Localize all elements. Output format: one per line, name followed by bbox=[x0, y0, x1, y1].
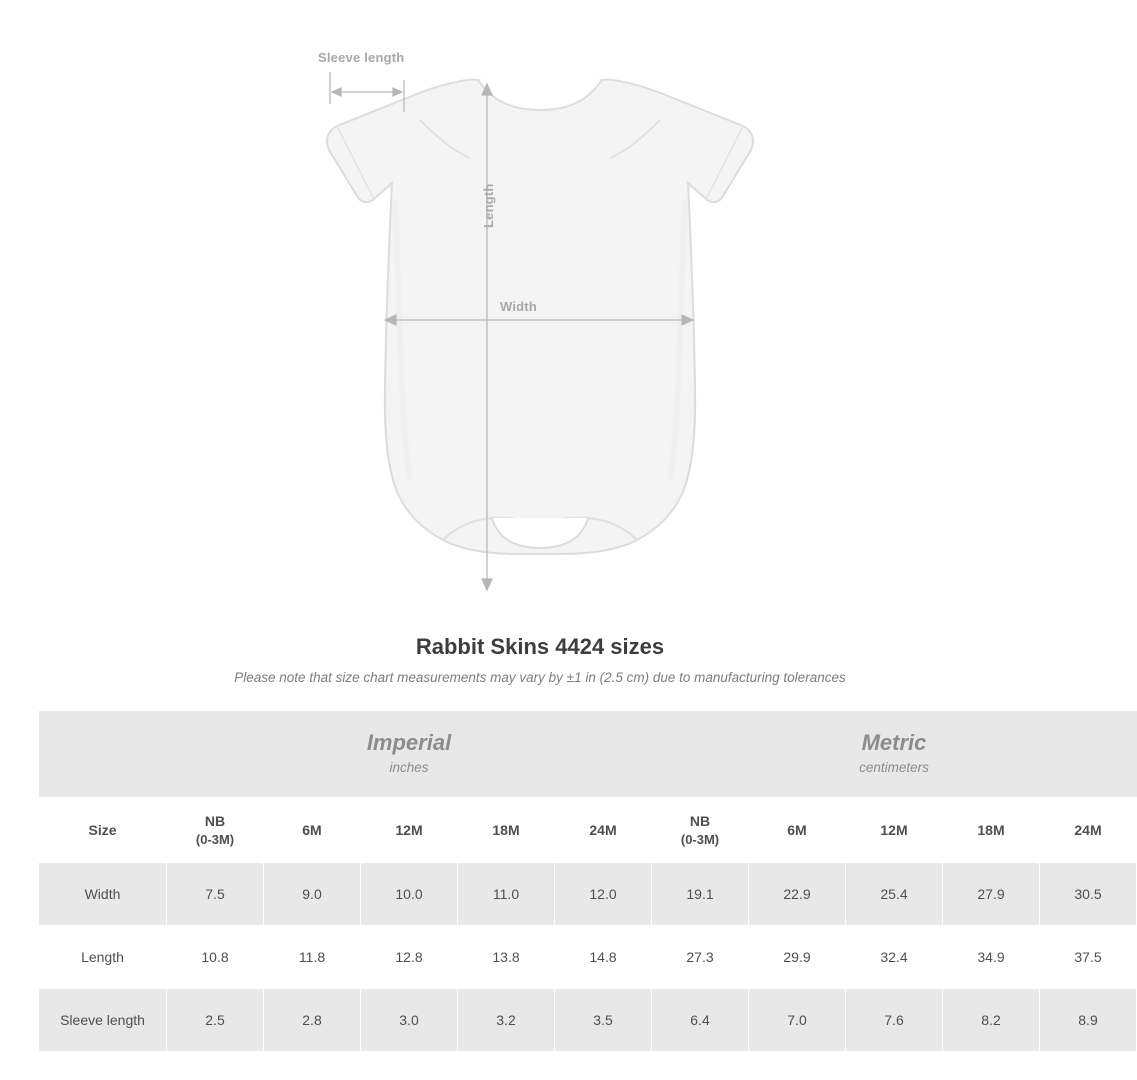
size-column-sublabel: (0-3M) bbox=[195, 831, 235, 847]
size-column-header bbox=[264, 798, 361, 863]
size-column-label: NB bbox=[689, 812, 711, 829]
size-header-row bbox=[39, 798, 1137, 863]
size-column-label: 6M bbox=[302, 821, 322, 838]
sleeve-length-label: Sleeve length bbox=[318, 50, 405, 65]
table-cell: 12.0 bbox=[555, 863, 652, 926]
row-label: Width bbox=[39, 863, 167, 926]
table-cell: 8.9 bbox=[1040, 989, 1137, 1052]
length-label: Length bbox=[481, 183, 496, 228]
table-cell: 11.8 bbox=[264, 926, 361, 989]
system-header-imperial bbox=[167, 711, 652, 798]
table-cell: 37.5 bbox=[1040, 926, 1137, 989]
table-cell: 30.5 bbox=[1040, 863, 1137, 926]
system-unit-metric: centimeters bbox=[859, 759, 929, 775]
size-column-header bbox=[943, 798, 1040, 863]
table-cell: 6.4 bbox=[652, 989, 749, 1052]
table-cell: 25.4 bbox=[846, 863, 943, 926]
table-cell: 32.4 bbox=[846, 926, 943, 989]
system-header-row bbox=[39, 711, 1137, 798]
size-column-header bbox=[1040, 798, 1137, 863]
size-column-label: 24M bbox=[589, 821, 617, 838]
table-cell: 2.8 bbox=[264, 989, 361, 1052]
size-column-label: 12M bbox=[880, 821, 908, 838]
table-cell: 7.0 bbox=[749, 989, 846, 1052]
table-row bbox=[39, 926, 1137, 989]
table-cell: 22.9 bbox=[749, 863, 846, 926]
page-title: Rabbit Skins 4424 sizes bbox=[415, 634, 665, 659]
size-table-wrapper bbox=[38, 711, 1102, 1052]
row-label: Length bbox=[39, 926, 167, 989]
size-header-label: Size bbox=[39, 798, 167, 863]
table-cell: 27.3 bbox=[652, 926, 749, 989]
table-cell: 29.9 bbox=[749, 926, 846, 989]
table-cell: 12.8 bbox=[361, 926, 458, 989]
size-column-label: 6M bbox=[787, 821, 807, 838]
table-cell: 11.0 bbox=[458, 863, 555, 926]
title-block bbox=[0, 634, 1080, 685]
size-column-label: NB bbox=[204, 812, 226, 829]
size-column-label: 12M bbox=[395, 821, 423, 838]
table-cell: 3.0 bbox=[361, 989, 458, 1052]
table-row bbox=[39, 863, 1137, 926]
size-column-label: 18M bbox=[977, 821, 1005, 838]
table-cell: 2.5 bbox=[167, 989, 264, 1052]
measurement-note: Please note that size chart measurements may vary by ±1 in (2.5 cm) due to manufacturing tolerances bbox=[234, 670, 846, 685]
table-cell: 13.8 bbox=[458, 926, 555, 989]
size-column-header bbox=[167, 798, 264, 863]
system-header-spacer bbox=[39, 711, 167, 798]
table-cell: 3.2 bbox=[458, 989, 555, 1052]
table-cell: 14.8 bbox=[555, 926, 652, 989]
system-unit-imperial: inches bbox=[389, 759, 429, 775]
table-cell: 10.0 bbox=[361, 863, 458, 926]
table-cell: 7.6 bbox=[846, 989, 943, 1052]
size-column-header bbox=[652, 798, 749, 863]
size-table bbox=[38, 711, 1137, 1052]
table-cell: 34.9 bbox=[943, 926, 1040, 989]
size-column-header bbox=[749, 798, 846, 863]
table-cell: 3.5 bbox=[555, 989, 652, 1052]
size-column-label: 18M bbox=[492, 821, 520, 838]
table-cell: 10.8 bbox=[167, 926, 264, 989]
system-name-imperial: Imperial bbox=[366, 730, 452, 756]
table-cell: 7.5 bbox=[167, 863, 264, 926]
size-column-header bbox=[846, 798, 943, 863]
size-column-header bbox=[555, 798, 652, 863]
table-cell: 8.2 bbox=[943, 989, 1040, 1052]
size-column-header bbox=[458, 798, 555, 863]
system-header-metric bbox=[652, 711, 1137, 798]
table-row bbox=[39, 989, 1137, 1052]
row-label: Sleeve length bbox=[39, 989, 167, 1052]
size-column-header bbox=[361, 798, 458, 863]
table-cell: 19.1 bbox=[652, 863, 749, 926]
system-name-metric: Metric bbox=[861, 730, 927, 756]
width-label: Width bbox=[500, 299, 537, 314]
table-cell: 9.0 bbox=[264, 863, 361, 926]
size-column-label: 24M bbox=[1074, 821, 1102, 838]
size-column-sublabel: (0-3M) bbox=[680, 831, 720, 847]
table-cell: 27.9 bbox=[943, 863, 1040, 926]
